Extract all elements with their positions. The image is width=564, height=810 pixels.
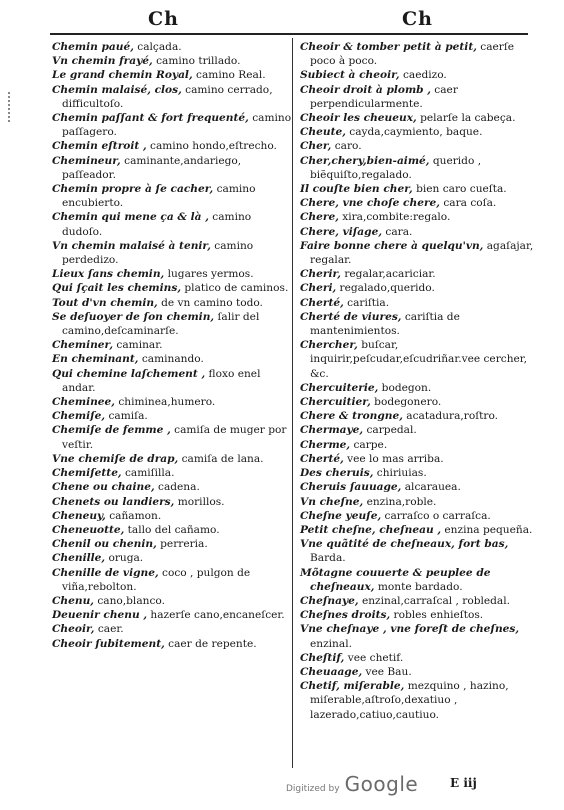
headword: Qui chemine laſchement , bbox=[52, 367, 206, 380]
header-right: Ch bbox=[402, 8, 433, 30]
dictionary-entry bbox=[300, 381, 540, 395]
running-header bbox=[0, 6, 564, 34]
headword: Cheminee, bbox=[52, 396, 115, 409]
headword: Cheminer, bbox=[52, 339, 114, 352]
definition: caminando. bbox=[138, 353, 204, 366]
dictionary-entry bbox=[52, 210, 292, 238]
definition: querido , biẽquiſto,regalado. bbox=[310, 154, 482, 181]
dictionary-entry bbox=[300, 239, 540, 267]
definition: camiſa. bbox=[105, 410, 148, 423]
headword: Cheſne yeuſe, bbox=[300, 509, 382, 522]
headword: Chenu, bbox=[52, 594, 94, 607]
definition: regalar,acariciar. bbox=[340, 268, 436, 281]
headword: Chercher, bbox=[300, 339, 358, 352]
definition: camino cerrado, difficultoſo. bbox=[62, 83, 273, 110]
definition: morillos. bbox=[174, 495, 225, 508]
headword: Deuenir chenu , bbox=[52, 609, 148, 622]
definition: caer perpendicularmente. bbox=[310, 83, 458, 110]
headword: Chemin paué, bbox=[52, 41, 134, 53]
definition: caerſe poco à poco. bbox=[310, 41, 515, 68]
dictionary-entry bbox=[300, 594, 540, 608]
headword: Mõtagne couuerte & peuplee de cheſneaux, bbox=[300, 566, 491, 593]
definition: Barda. bbox=[310, 552, 346, 565]
headword: Chere, bbox=[300, 211, 339, 224]
dictionary-entry bbox=[52, 594, 292, 608]
dictionary-entry bbox=[52, 68, 292, 82]
headword: Faire bonne chere à quelqu'vn, bbox=[300, 239, 484, 252]
headword: Chere, vne choſe chere, bbox=[300, 197, 440, 210]
definition: caminante,andariego, paſſeador. bbox=[62, 154, 242, 181]
dictionary-entry bbox=[300, 154, 540, 182]
definition: camino trillado. bbox=[152, 55, 241, 68]
dictionary-entry bbox=[300, 210, 540, 224]
definition: vee chetif. bbox=[344, 651, 404, 664]
signature-mark: E iij bbox=[450, 776, 477, 790]
headword: Chermaye, bbox=[300, 424, 364, 437]
headword: Chene ou chaine, bbox=[52, 481, 155, 494]
headword: Cheſnes droits, bbox=[300, 609, 391, 622]
definition: camino Real. bbox=[192, 69, 266, 82]
headword: Qui ſçait les chemins, bbox=[52, 282, 182, 295]
header-left: Ch bbox=[148, 8, 179, 30]
google-logo: Google bbox=[344, 772, 419, 796]
dictionary-entry bbox=[300, 281, 540, 295]
definition: pelarſe la cabeça. bbox=[416, 112, 516, 125]
headword: Chemiſe de femme , bbox=[52, 424, 171, 437]
definition: bodegon. bbox=[378, 381, 432, 394]
definition: enzina,roble. bbox=[363, 495, 437, 508]
definition: de vn camino todo. bbox=[157, 296, 263, 309]
definition: cayda,caymiento, baque. bbox=[345, 126, 483, 139]
dictionary-entry bbox=[52, 182, 292, 210]
headword: Chemiſette, bbox=[52, 467, 122, 480]
dictionary-entry bbox=[300, 296, 540, 310]
headword: Vne quãtité de cheſneaux, fort bas, bbox=[300, 538, 509, 551]
dictionary-entry bbox=[52, 509, 292, 523]
definition: platico de caminos. bbox=[181, 282, 289, 295]
headword: Cheneuotte, bbox=[52, 523, 125, 536]
headword: Chemin malaisé, clos, bbox=[52, 83, 182, 96]
definition: vee Bau. bbox=[362, 665, 412, 678]
dictionary-entry bbox=[300, 665, 540, 679]
dictionary-entry bbox=[300, 196, 540, 210]
definition: hazerſe cano,encaneſcer. bbox=[147, 609, 285, 622]
dictionary-entry bbox=[300, 466, 540, 480]
dictionary-entry bbox=[52, 40, 292, 54]
dictionary-entry bbox=[52, 622, 292, 636]
headword: Vn chemin frayé, bbox=[52, 55, 153, 68]
dictionary-entry bbox=[52, 267, 292, 281]
dictionary-entry bbox=[300, 679, 540, 722]
dictionary-entry bbox=[300, 139, 540, 153]
dictionary-entry bbox=[300, 68, 540, 82]
headword: Cherté de viures, bbox=[300, 310, 402, 323]
definition: bien caro cueſta. bbox=[412, 183, 507, 196]
headword: Cheneuy, bbox=[52, 509, 106, 522]
dictionary-entry bbox=[52, 537, 292, 551]
definition: cano,blanco. bbox=[93, 594, 165, 607]
dictionary-entry bbox=[52, 466, 292, 480]
dictionary-entry bbox=[52, 409, 292, 423]
dictionary-entry bbox=[300, 83, 540, 111]
definition: enzina pequeña. bbox=[441, 523, 533, 536]
definition: caminar. bbox=[113, 339, 163, 352]
headword: Des cheruis, bbox=[300, 467, 374, 480]
dictionary-entry bbox=[52, 338, 292, 352]
headword: Chemin qui mene ça & là , bbox=[52, 211, 209, 224]
definition: cadena. bbox=[154, 481, 200, 494]
dictionary-entry bbox=[300, 409, 540, 423]
dictionary-entry bbox=[52, 154, 292, 182]
headword: Chere, viſage, bbox=[300, 225, 383, 238]
dictionary-entry bbox=[300, 608, 540, 622]
headword: Cherté, bbox=[300, 296, 344, 309]
dictionary-entry bbox=[52, 367, 292, 395]
headword: Cheoir & tomber petit à petit, bbox=[300, 41, 477, 53]
headword: Cherir, bbox=[300, 268, 341, 281]
dictionary-entry bbox=[52, 111, 292, 139]
headword: Chenets ou landiers, bbox=[52, 495, 175, 508]
dictionary-entry bbox=[300, 509, 540, 523]
definition: cañamon. bbox=[105, 509, 162, 522]
dictionary-entry bbox=[52, 310, 292, 338]
definition: camino hondo,eſtrecho. bbox=[146, 140, 277, 153]
definition: carpedal. bbox=[363, 424, 417, 437]
dictionary-entry bbox=[52, 139, 292, 153]
definition: chiminea,humero. bbox=[114, 396, 216, 409]
headword: Vn chemin malaisé à tenir, bbox=[52, 239, 211, 252]
definition: floxo enel andar. bbox=[62, 367, 261, 394]
definition: ſalir del camino,deſcaminarſe. bbox=[62, 310, 260, 338]
left-column bbox=[52, 40, 292, 651]
headword: Cheruis ſauuage, bbox=[300, 481, 402, 494]
definition: mezquino , hazino, miſerable,aſtroſo,dexatiuo , lazerado,catiuo,cautiuo. bbox=[310, 680, 509, 721]
dictionary-entry bbox=[52, 281, 292, 295]
headword: Chemineur, bbox=[52, 154, 121, 167]
headword: Cheoir les cheueux, bbox=[300, 112, 417, 125]
dictionary-entry bbox=[300, 438, 540, 452]
headword: Chenille, bbox=[52, 552, 106, 565]
definition: acatadura,roſtro. bbox=[402, 410, 499, 423]
headword: Lieux ſans chemin, bbox=[52, 268, 165, 281]
dictionary-entry bbox=[52, 637, 292, 651]
headword: Cheſnaye, bbox=[300, 594, 359, 607]
definition: cara. bbox=[382, 225, 413, 238]
definition: regalado,querido. bbox=[336, 282, 435, 295]
headword: Cheoir ſubitement, bbox=[52, 637, 165, 650]
definition: carraſco o carraſca. bbox=[381, 509, 491, 522]
dictionary-entry bbox=[52, 239, 292, 267]
headword: Chenille de vigne, bbox=[52, 566, 159, 579]
definition: camiſilla. bbox=[121, 467, 175, 480]
dictionary-entry bbox=[300, 537, 540, 565]
definition: camino perdedizo. bbox=[62, 239, 254, 267]
dictionary-entry bbox=[52, 83, 292, 111]
dictionary-entry bbox=[52, 296, 292, 310]
definition: caer de repente. bbox=[164, 637, 257, 650]
dictionary-entry bbox=[300, 495, 540, 509]
headword: Cherme, bbox=[300, 438, 351, 451]
headword: Cheoir, bbox=[52, 623, 95, 636]
definition: cariſtia. bbox=[343, 296, 390, 309]
headword: Chemin paſſant & fort frequenté, bbox=[52, 112, 249, 125]
headword: En cheminant, bbox=[52, 353, 139, 366]
digitized-watermark bbox=[286, 772, 418, 796]
definition: cara coſa. bbox=[439, 197, 497, 210]
definition: bodegonero. bbox=[370, 396, 442, 409]
definition: lugares yermos. bbox=[164, 268, 254, 281]
definition: camino paſſagero. bbox=[62, 112, 292, 139]
definition: camino encubierto. bbox=[62, 183, 256, 210]
definition: perreria. bbox=[156, 538, 208, 551]
dictionary-entry bbox=[52, 395, 292, 409]
definition: carpe. bbox=[350, 438, 388, 451]
dictionary-entry bbox=[300, 622, 540, 650]
headword: Petit cheſne, cheſneau , bbox=[300, 523, 442, 536]
dictionary-entry bbox=[52, 54, 292, 68]
definition: xira,combite:regalo. bbox=[338, 211, 451, 224]
definition: caro. bbox=[331, 140, 362, 153]
definition: vee lo mas arriba. bbox=[343, 452, 444, 465]
dictionary-entry bbox=[52, 608, 292, 622]
header-rule bbox=[50, 33, 528, 35]
dictionary-entry bbox=[300, 125, 540, 139]
definition: buſcar, inquirir,peſcudar,eſcudriñar.vee cercher, &c. bbox=[310, 339, 528, 380]
dictionary-entry bbox=[52, 495, 292, 509]
headword: Chercuitier, bbox=[300, 396, 371, 409]
headword: Tout d'vn chemin, bbox=[52, 296, 158, 309]
definition: cariſtia de mantenimientos. bbox=[310, 310, 460, 338]
definition: agaſajar, regalar. bbox=[310, 239, 534, 267]
dictionary-entry bbox=[52, 423, 292, 451]
headword: Chetif, miſerable, bbox=[300, 680, 405, 693]
headword: Chenil ou chenin, bbox=[52, 538, 157, 551]
definition: enzinal. bbox=[310, 637, 352, 650]
dictionary-entry bbox=[52, 551, 292, 565]
definition: caedizo. bbox=[399, 69, 447, 82]
headword: Cheri, bbox=[300, 282, 337, 295]
definition: enzinal,carraſcal , robledal. bbox=[358, 594, 511, 607]
dictionary-entry bbox=[300, 182, 540, 196]
headword: Cherté, bbox=[300, 452, 344, 465]
headword: Chemiſe, bbox=[52, 410, 106, 423]
dictionary-entry bbox=[300, 267, 540, 281]
definition: calçada. bbox=[133, 41, 182, 53]
definition: robles enhieſtos. bbox=[390, 609, 484, 622]
dictionary-entry bbox=[52, 352, 292, 366]
dictionary-entry bbox=[52, 480, 292, 494]
headword: Cher,chery,bien-aimé, bbox=[300, 154, 430, 167]
dictionary-entry bbox=[52, 452, 292, 466]
definition: caer. bbox=[94, 623, 124, 636]
definition: coco , pulgon de viña,rebolton. bbox=[62, 566, 251, 593]
headword: Vn cheſne, bbox=[300, 495, 364, 508]
dictionary-entry bbox=[300, 225, 540, 239]
dictionary-entry bbox=[300, 566, 540, 594]
headword: Cheute, bbox=[300, 126, 346, 139]
dictionary-entry bbox=[300, 310, 540, 338]
dictionary-entry bbox=[300, 111, 540, 125]
headword: Cher, bbox=[300, 140, 332, 153]
definition: chiriuias. bbox=[373, 467, 427, 480]
dictionary-entry bbox=[300, 523, 540, 537]
dictionary-entry bbox=[52, 523, 292, 537]
dictionary-entry bbox=[300, 40, 540, 68]
dictionary-entry bbox=[300, 452, 540, 466]
headword: Il couſte bien cher, bbox=[300, 183, 413, 196]
headword: Vne chemiſe de drap, bbox=[52, 452, 179, 465]
dictionary-entry bbox=[300, 480, 540, 494]
dictionary-entry bbox=[300, 338, 540, 381]
definition: camiſa de lana. bbox=[178, 452, 264, 465]
dictionary-entry bbox=[52, 566, 292, 594]
definition: alcarauea. bbox=[401, 481, 461, 494]
definition: oruga. bbox=[105, 552, 144, 565]
headword: Chemin eſtroit , bbox=[52, 140, 147, 153]
right-column bbox=[300, 40, 540, 722]
headword: Subiect à cheoir, bbox=[300, 69, 400, 82]
headword: Vne cheſnaye , vne foreſt de cheſnes, bbox=[300, 623, 520, 636]
column-divider bbox=[292, 38, 293, 768]
definition: monte bardado. bbox=[374, 580, 463, 593]
definition: camino dudoſo. bbox=[62, 211, 252, 238]
headword: Chercuiterie, bbox=[300, 381, 379, 394]
headword: Chere & trongne, bbox=[300, 410, 403, 423]
dictionary-entry bbox=[300, 651, 540, 665]
headword: Se deſuoyer de ſon chemin, bbox=[52, 310, 215, 323]
definition: tallo del cañamo. bbox=[124, 523, 220, 536]
margin-mark bbox=[8, 92, 14, 122]
headword: Cheoir droit à plomb , bbox=[300, 83, 431, 96]
dictionary-entry bbox=[300, 423, 540, 437]
definition: camiſa de muger por veſtir. bbox=[62, 424, 287, 451]
watermark-prefix: Digitized by bbox=[286, 784, 340, 794]
headword: Le grand chemin Royal, bbox=[52, 69, 193, 82]
headword: Cheuaage, bbox=[300, 665, 363, 678]
dictionary-entry bbox=[300, 395, 540, 409]
headword: Chemin propre à ſe cacher, bbox=[52, 183, 214, 196]
headword: Cheſtif, bbox=[300, 651, 345, 664]
